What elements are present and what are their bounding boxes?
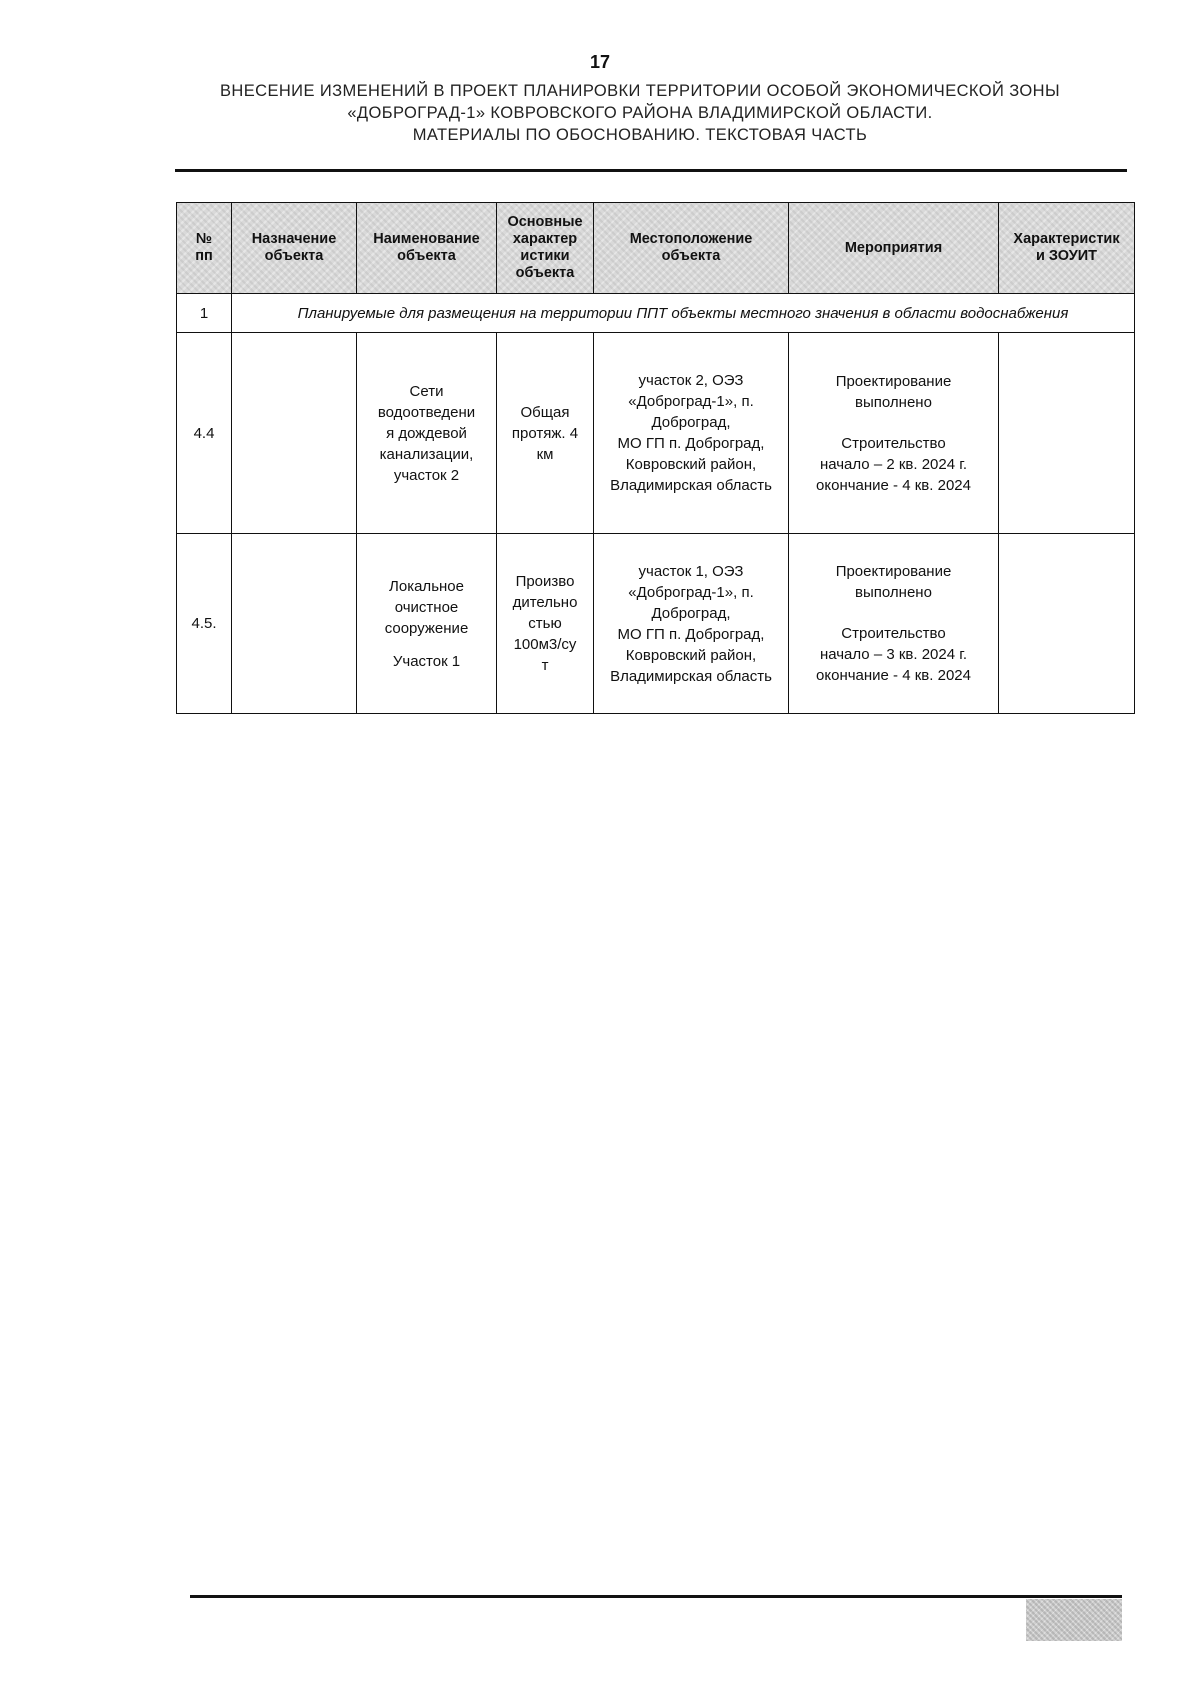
row-location <box>594 333 789 534</box>
cell-text-line: Общая <box>520 403 570 421</box>
header-cell-events <box>789 203 999 294</box>
header-cell-purpose <box>232 203 357 294</box>
header-cell-number <box>177 203 232 294</box>
header-text-line: пп <box>195 248 213 264</box>
cell-text-line: протяж. 4 <box>511 424 579 442</box>
cell-text-line: «Доброград-1», п. <box>628 393 754 410</box>
cell-text-line: Доброград, <box>651 414 731 431</box>
cell-text-line: участок 2 <box>393 466 460 484</box>
header-events <box>791 240 996 257</box>
header-text-line: и ЗОУИТ <box>1035 248 1098 264</box>
header-text-line: объекта <box>397 248 456 264</box>
header-zouit <box>1001 231 1132 265</box>
table-row <box>177 534 1135 714</box>
header-divider <box>175 169 1127 172</box>
cell-text-line: участок 1, ОЭЗ <box>638 562 744 580</box>
header-text-line: объекта <box>515 265 575 281</box>
table-row <box>177 333 1135 534</box>
page-number: 17 <box>589 52 611 72</box>
header-location <box>596 231 786 265</box>
cell-text-line: Произво <box>515 573 575 590</box>
cell-text-line: стью <box>528 615 562 632</box>
cell-text-line: Участок 1 <box>392 652 461 670</box>
row-purpose <box>232 534 357 714</box>
row-characteristics <box>497 333 594 534</box>
table-header-row <box>177 203 1135 294</box>
header-cell-zouit <box>999 203 1135 294</box>
objects-table <box>176 202 1135 714</box>
row-events <box>789 534 999 714</box>
header-text-line: № <box>195 231 213 247</box>
row-zouit <box>999 333 1135 534</box>
cell-text-line: сооружение <box>384 619 469 637</box>
cell-text-line: я дождевой <box>386 424 467 442</box>
cell-text-line: канализации, <box>379 445 474 463</box>
row-name <box>357 333 497 534</box>
row-characteristics <box>497 534 594 714</box>
header-line-3: МАТЕРИАЛЫ ПО ОБОСНОВАНИЮ. ТЕКСТОВАЯ ЧАСТЬ <box>412 126 868 144</box>
cell-text-line: дительно <box>512 594 578 611</box>
row-location <box>594 534 789 714</box>
header-text-line: объекта <box>264 248 324 264</box>
cell-text-line: начало – 2 кв. 2024 г. <box>819 455 968 473</box>
header-cell-name <box>357 203 497 294</box>
cell-text-line: Сети <box>409 382 444 400</box>
cell-text-line: выполнено <box>855 393 932 411</box>
cell-text-line <box>359 639 494 651</box>
row-number: 4.4 <box>177 333 232 534</box>
header-text-line: характер <box>512 231 578 247</box>
row-events <box>789 333 999 534</box>
row-number: 4.5. <box>177 534 232 714</box>
document-header <box>160 80 1120 146</box>
row-zouit <box>999 534 1135 714</box>
header-text-line: Наименование <box>373 231 480 247</box>
cell-text-line: водоотведени <box>377 403 476 421</box>
header-cell-location <box>594 203 789 294</box>
header-characteristics <box>499 214 591 282</box>
cell-text-line: 100м3/су <box>513 636 577 653</box>
header-name <box>359 231 494 265</box>
cell-text-line: окончание - 4 кв. 2024 <box>816 667 971 684</box>
header-line-1: ВНЕСЕНИЕ ИЗМЕНЕНИЙ В ПРОЕКТ ПЛАНИРОВКИ ТЕРРИТОРИИ ОСОБОЙ ЭКОНОМИЧЕСКОЙ ЗОНЫ <box>220 82 1060 100</box>
section-title: Планируемые для размещения на территории ППТ объекты местного значения в области водоснабжения <box>232 294 1135 333</box>
header-text-line: объекта <box>661 248 721 264</box>
cell-text-line: Владимирская область <box>610 477 772 494</box>
cell-text-line: окончание - 4 кв. 2024 <box>816 476 971 494</box>
cell-text-line: Локальное <box>389 577 464 595</box>
header-line-2: «ДОБРОГРАД-1» КОВРОВСКОГО РАЙОНА ВЛАДИМИРСКОЙ ОБЛАСТИ. <box>347 104 933 122</box>
cell-text-line: МО ГП п. Доброград, <box>617 435 765 452</box>
cell-text-line: т <box>541 657 549 674</box>
header-text-line: Назначение <box>251 231 337 247</box>
cell-text-line: Доброград, <box>651 604 731 622</box>
row-name <box>357 534 497 714</box>
header-text-line: Основные <box>507 214 583 230</box>
cell-text-line: участок 2, ОЭЗ <box>638 372 744 389</box>
cell-text-line: МО ГП п. Доброград, <box>617 625 765 643</box>
footer-divider <box>190 1595 1122 1598</box>
cell-text-line: Ковровский район, <box>625 646 757 664</box>
cell-text-line: км <box>536 445 554 463</box>
cell-text-line: Строительство <box>841 434 946 452</box>
cell-text-line: Строительство <box>841 625 946 642</box>
cell-text-line: Ковровский район, <box>625 456 757 473</box>
row-purpose <box>232 333 357 534</box>
cell-text-line: «Доброград-1», п. <box>628 583 754 601</box>
header-purpose <box>234 231 354 265</box>
header-text-line: истики <box>520 248 570 264</box>
section-number: 1 <box>177 294 232 333</box>
header-text-line: Местоположение <box>629 231 753 247</box>
cell-text-line: очистное <box>394 598 459 616</box>
header-text-line: Характеристик <box>1013 231 1120 247</box>
cell-text-line: Проектирование <box>835 372 952 390</box>
header-cell-characteristics <box>497 203 594 294</box>
cell-text-line: начало – 3 кв. 2024 г. <box>819 646 968 663</box>
cell-text-line: выполнено <box>855 584 932 601</box>
cell-text-line: Владимирская область <box>610 667 772 685</box>
header-number <box>179 231 229 265</box>
scanned-stamp-mark <box>1026 1599 1122 1641</box>
header-text-line: Мероприятия <box>844 239 943 256</box>
cell-text-line: Проектирование <box>835 563 952 580</box>
section-row <box>177 294 1135 333</box>
